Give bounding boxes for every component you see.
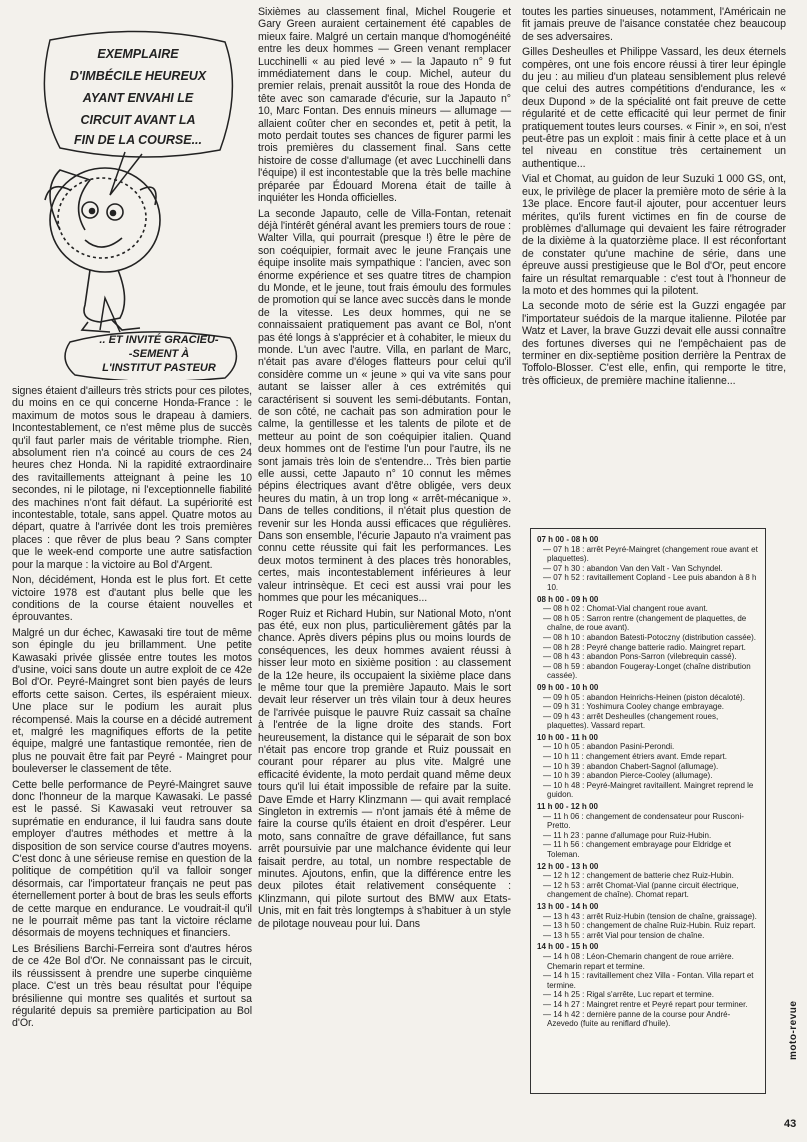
page-number: 43 [784,1118,797,1130]
cartoon-drawing [30,30,240,380]
timeline-event: — 08 h 02 : Chomat-Vial changent roue avant. [537,604,759,614]
bubble-top-line-3: AYANT ENVAHI LE [82,91,194,105]
paragraph: signes étaient d'ailleurs très stricts pour ces pilotes, du moins en ce qui concerne Honda-France : le maximum de motos sous le drapeau à damiers. Incontestablement, ce n'est même plus de succès qu'il faut parler mais de véritable triomphe. Rien, absolument rien n'a coincé au cours de ces 24 heures chez Honda. Ni la rapidité extraordinaire des ravitaillements atteignant à peine les 10 secondes, ni le pilotage, ni l'exceptionnelle fiabilité des machines n'ont fait défaut. La supériorité est incontestable, totale, sans appel. Quatre motos au départ, quatre à l'arrivée dont les trois premières places : que rêver de plus beau ? Sans compter que le week-end comporte une autre satisfaction pour la marque : la victoire au Bol d'Argent. [12,385,252,571]
timeline-hour-heading: 13 h 00 - 14 h 00 [537,901,599,911]
timeline-event: — 09 h 31 : Yoshimura Cooley change embrayage. [537,702,759,712]
timeline-event: — 13 h 55 : arrêt Vial pour tension de chaîne. [537,931,759,941]
timeline-event: — 14 h 42 : dernière panne de la course pour André-Azevedo (fuite au reniflard d'huile). [537,1010,759,1029]
paragraph: Gilles Desheulles et Philippe Vassard, les deux éternels compères, ont une fois encore réussi à tirer leur épingle du jeu : au milieu d'un plateau sensiblement plus relevé que celui des autres compétitions d'endurance, les « deux Dupond » de la spécialité ont fait preuve de cette régularité et de cette efficacité qui leur permet de finir pratiquement toutes leurs courses. « Finir », en soi, n'est peut-être pas un exploit : mais finir à cette place et à un tel niveau en constitue très certainement un authentique... [522,46,786,170]
timeline-event: — 07 h 18 : arrêt Peyré-Maingret (changement roue avant et plaquettes). [537,545,759,564]
timeline-event: — 08 h 10 : abandon Batesti-Potoczny (distribution cassée). [537,633,759,643]
timeline-hour-heading: 09 h 00 - 10 h 00 [537,682,599,692]
timeline-hour-heading: 14 h 00 - 15 h 00 [537,942,599,952]
paragraph: Les Brésiliens Barchi-Ferreira sont d'autres héros de ce 42e Bol d'Or. Ne connaissant pas le circuit, ils réussissent à prendre une superbe cinquième place. C'est un très beau résultat pour l'équipe brésilienne qui montre ses qualités et surtout sa régularité depuis sa première participation au Bol d'Or. [12,942,252,1030]
article-column-1 [12,385,252,1033]
timeline-event: — 08 h 43 : abandon Pons-Sarron (vilebrequin cassé). [537,652,759,662]
timeline-event: — 09 h 05 : abandon Heinrichs-Heinen (piston décaloté). [537,693,759,703]
bubble-bottom-text [84,333,234,375]
paragraph: Roger Ruiz et Richard Hubin, sur National Moto, n'ont pas été, eux non plus, particulièrement gâtés par la chance. Après divers pépins plus ou moins lourds de conséquences, les deux hommes avaient réussi à hisser leur moto en sixième position : au classement de la 12e heure, ils occupaient la sixième place dans le même tour que la première Japauto. Mais le sort devait leur réserver un très vilain tour à deux heures de l'arrivée puisque le pauvre Ruiz cassait sa chaîne à l'entrée de la ligne droite des stands. Fort heureusement, la distance qui le séparait de son box n'était pas encore trop grande et Ruiz poussait en courant pour réparer au plus vite. Malgré une efficacité évidente, la moto perdait quand même deux tours qu'il lui était impossible de refaire par la suite. Dave Emde et Harry Klinzmann — qui avait remplacé Singleton in extremis — n'ont jamais été à même de faire la course qu'ils étaient en droit d'espérer. Leur moto, sans connaître de grave défaillance, fut sans arrêt poursuivie par une malchance évidente qui leur faisait perdre, au total, un nombre respectable de minutes. Ajoutons, enfin, que la différence entre les deux pilotes était relativement conséquente : Klinzmann, qui pilote surtout des BMW aux Etats-Unis, mit en fait très longtemps à s'habituer à un style de pilotage nouveau pour lui. Dans [258,607,511,930]
timeline-event: — 07 h 30 : abandon Van den Valt - Van Schyndel. [537,564,759,574]
bubble-top-line-1: EXEMPLAIRE [97,47,179,61]
article-column-2 [258,6,511,933]
paragraph: Malgré un dur échec, Kawasaki tire tout de même son épingle du jeu brillamment. Une petite Kawasaki privée glissée entre toutes les motos d'usine, voici sans doute un autre exploit de ce 42e Bol d'Or. Peyré-Maingret sont bien payés de leurs efforts cette saison. Certes, ils espéraient mieux. Une place sur le podium les aurait plus récompensé. Mais la course en a décidé autrement et, malgré les magnifiques efforts de la petite équipe, malgré une fantastique remontée, rien de plus ne pouvait être fait par Peyré - Maingret pour bouleverser le classement de tête. [12,626,252,776]
timeline-event: — 14 h 25 : Rigal s'arrête, Luc repart et termine. [537,990,759,1000]
timeline-event: — 13 h 43 : arrêt Ruiz-Hubin (tension de chaîne, graissage). [537,912,759,922]
timeline-event: — 14 h 08 : Léon-Chemarin changent de roue arrière. Chemarin repart et termine. [537,952,759,971]
timeline-event: — 13 h 50 : changement de chaîne Ruiz-Hubin. Ruiz repart. [537,921,759,931]
timeline-event: — 12 h 12 : changement de batterie chez Ruiz-Hubin. [537,871,759,881]
timeline-event: — 10 h 05 : abandon Pasini-Perondi. [537,742,759,752]
timeline-event: — 12 h 53 : arrêt Chomat-Vial (panne circuit électrique, changement de chaîne). Chomat repart. [537,881,759,900]
timeline-event: — 14 h 15 : ravitaillement chez Villa - Fontan. Villa repart et termine. [537,971,759,990]
timeline-event: — 08 h 59 : abandon Fougeray-Longet (chaîne distribution cassée). [537,662,759,681]
cartoon-illustration [30,30,240,380]
paragraph: Non, décidément, Honda est le plus fort. Et cette victoire 1978 est d'autant plus belle que les conditions de la course étaient nouvelles et éprouvantes. [12,574,252,624]
timeline-event: — 08 h 28 : Peyré change batterie radio. Maingret repart. [537,643,759,653]
timeline-hour-heading: 12 h 00 - 13 h 00 [537,861,599,871]
bubble-bottom-line-2: -SEMENT À [128,348,190,360]
article-column-3 [522,6,786,390]
timeline-hour-heading: 08 h 00 - 09 h 00 [537,594,599,604]
timeline-hour-heading: 11 h 00 - 12 h 00 [537,802,598,812]
paragraph: La seconde Japauto, celle de Villa-Fontan, retenait déjà l'intérêt général avant les premiers tours de roue : Walter Villa, qui pourrait (presque !) être le père de son coéquipier, formait avec le jeune Français une équipe insolite mais sympathique : l'ancien, avec son énorme expérience et ses quatre titres de champion du Monde, et le jeune, tout frais émoulu des formules de promotion qui se lance avec succès dans le monde de la vitesse. Les deux hommes, qui ne se connaissaient pratiquement pas avant ce Bol, n'ont pas été longs à s'apprécier et à cohabiter, le mieux du monde. L'un avec l'autre. Villa, en parlant de Marc, n'était pas avare d'éloges flatteurs pour celui qu'il considère comme un « jeune » qui va vite sans pour autant se laisser aller à ces extrémités qui caractérisent si souvent les semi-débutants. Fontan, de son côté, ne cachait pas son admiration pour le calme, la gentillesse et les talents de pilote et de metteur au point de son coéquipier italien. Quand deux hommes ont de l'estime l'un pour l'autre, ils ne sont jamais très loin de s'entendre... Très bien partie elle aussi, cette Japauto n° 10 connut les mêmes pépins électriques avant d'être obligée, vers deux heures du matin, à un trop long « arrêt-mécanique ». Dans de telles conditions, il n'était plus question de revenir sur les Honda aussi efficaces que régulières. Dans son ensemble, l'écurie Japauto n'a vraiment pas connu cette réussite qui fait les performances. Les deux motos terminent à des places très honorables, certes, mais incontestablement inférieures à leur valeur intrinsèque. Et ceci est aussi vrai pour les hommes que pour les mécaniques... [258,207,511,605]
bubble-top-line-2: D'IMBÉCILE HEUREUX [69,69,207,83]
paragraph: toutes les parties sinueuses, notamment, l'Américain ne fit jamais preuve de l'aisance constatée chez beaucoup de ses adversaires. [522,6,786,43]
bubble-bottom-line-1: .. ET INVITÉ GRACIEU- [99,334,219,346]
timeline-event: — 10 h 11 : changement étriers avant. Emde repart. [537,752,759,762]
timeline-hour-heading: 10 h 00 - 11 h 00 [537,732,598,742]
timeline-event: — 09 h 43 : arrêt Desheulles (changement roues, plaquettes). Vassard repart. [537,712,759,731]
paragraph: Vial et Chomat, au guidon de leur Suzuki 1 000 GS, ont, eux, le privilège de placer la première moto de série à la 13e place. Encore faut-il ajouter, pour accentuer leurs mérites, qu'ils furent victimes en fin de course de problèmes d'allumage qui devaient les faire rétrograder de la dixième à la quatorzième place. Il est réconfortant de constater qu'une machine de série, dans une épreuve aussi prestigieuse que le Bol d'Or, peut encore faire un résultat remarquable : c'est tout à l'honneur de la moto et des hommes qui la pilotent. [522,173,786,297]
bubble-top-line-4: CIRCUIT AVANT LA [80,113,196,127]
timeline-event: — 11 h 06 : changement de condensateur pour Rusconi-Pretto. [537,812,759,831]
timeline-event: — 11 h 23 : panne d'allumage pour Ruiz-Hubin. [537,831,759,841]
timeline-event: — 10 h 39 : abandon Pierce-Cooley (allumage). [537,771,759,781]
magazine-name: moto-revue [788,1000,799,1060]
timeline-event: — 08 h 05 : Sarron rentre (changement de plaquettes, de chaîne, de roue avant). [537,614,759,633]
timeline-event: — 10 h 39 : abandon Chabert-Sagnol (allumage). [537,762,759,772]
paragraph: Sixièmes au classement final, Michel Rougerie et Gary Green auraient certainement été capables de mieux faire. Malgré un certain manque d'homogénéité entre les deux hommes — Green venant remplacer Lucchinelli « au pied levé » — la Japauto n° 9 fut immédiatement dans le coup. Michel, auteur du premier relais, prenait aussitôt la roue des Honda de tête avec son camarade d'écurie, sur la Japauto n° 10, Marc Fontan. Des ennuis mineurs — allumage — allaient coûter cher en secondes et, petit à petit, la moto perdait toutes ses chances de figurer parmi les trois premières du classement final. Sans cette histoire de cosse d'allumage (et avec Lucchinelli dans l'équipe) il est incontestable que la très belle machine préparée par Édouard Morena était de taille à inquiéter les Honda officielles. [258,6,511,205]
paragraph: La seconde moto de série est la Guzzi engagée par l'importateur suédois de la marque italienne. Pilotée par Watz et Laver, la brave Guzzi devait elle aussi connaître des fortunes diverses qui ne l'empêchaient pas de terminer en dix-septième position derrière la Pentrax de Toffolo-Blosser. C'est elle, enfin, qui remporte le titre, très officieux, de première machine italienne... [522,300,786,387]
bubble-bottom-line-3: L'INSTITUT PASTEUR [102,362,216,374]
timeline-hour-heading: 07 h 00 - 08 h 00 [537,535,599,544]
paragraph: Cette belle performance de Peyré-Maingret sauve donc l'honneur de la marque Kawasaki. Le passé est le passé. Si Kawasaki veut retrouver sa suprématie en endurance, il lui faudra sans doute employer d'autres méthodes et mettre à la disposition de son service course d'autres moyens. C'est donc à une sérieuse remise en question de la politique de compétition qu'il va falloir songer désormais, car l'importateur français ne peut pas éternellement porter à bout de bras les seuls efforts de cette marque en endurance. Le voudrait-il qu'il ne le pourrait même pas tant la victoire réclame désormais de moyens techniques et financiers. [12,778,252,940]
race-timeline-box [530,528,766,1094]
bubble-top-line-5: FIN DE LA COURSE... [73,133,203,147]
timeline-event: — 14 h 27 : Maingret rentre et Peyré repart pour terminer. [537,1000,759,1010]
timeline-event: — 10 h 48 : Peyré-Maingret ravitaillent. Maingret reprend le guidon. [537,781,759,800]
timeline-event: — 11 h 56 : changement embrayage pour Eldridge et Toleman. [537,840,759,859]
timeline-event: — 07 h 52 : ravitaillement Copland - Lee puis abandon à 8 h 10. [537,573,759,592]
